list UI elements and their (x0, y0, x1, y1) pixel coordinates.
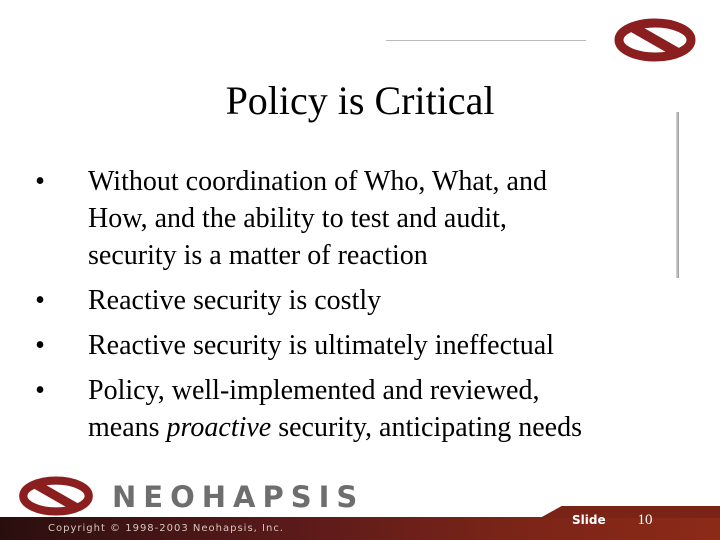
bullet-line: How, and the ability to test and audit, (88, 203, 507, 234)
bullet-line: Without coordination of Who, What, and (88, 166, 547, 197)
bullet-item (30, 282, 670, 319)
bullet-line: Policy, well-implemented and reviewed, (88, 375, 540, 406)
bullet-marker: • (35, 375, 45, 406)
bullet-marker: • (35, 330, 45, 361)
bullet-item (30, 372, 670, 446)
brand-wordmark: NEOHAPSIS (112, 480, 365, 514)
slide-title: Policy is Critical (225, 78, 495, 123)
neohapsis-logo-icon (614, 18, 696, 62)
copyright-text: Copyright © 1998-2003 Neohapsis, Inc. (48, 523, 284, 534)
bullet-list (30, 163, 670, 446)
bullet-line-start: means (88, 412, 167, 443)
emphasis-text: proactive (166, 412, 272, 443)
bullet-marker: • (35, 285, 45, 316)
bullet-marker: • (35, 166, 45, 197)
bullet-item (30, 163, 670, 274)
bullet-item (30, 327, 670, 364)
slide-number: 10 (637, 512, 653, 528)
slide-label: Slide (572, 513, 606, 527)
right-vertical-rule (676, 112, 679, 278)
bullet-line: security is a matter of reaction (88, 240, 428, 271)
bullet-text: Reactive security is costly (88, 285, 382, 316)
bullet-text: Reactive security is ultimately ineffectual (88, 330, 554, 361)
neohapsis-logo-icon (16, 476, 96, 516)
top-divider (386, 40, 586, 41)
bullet-line-end: security, anticipating needs (271, 412, 582, 443)
